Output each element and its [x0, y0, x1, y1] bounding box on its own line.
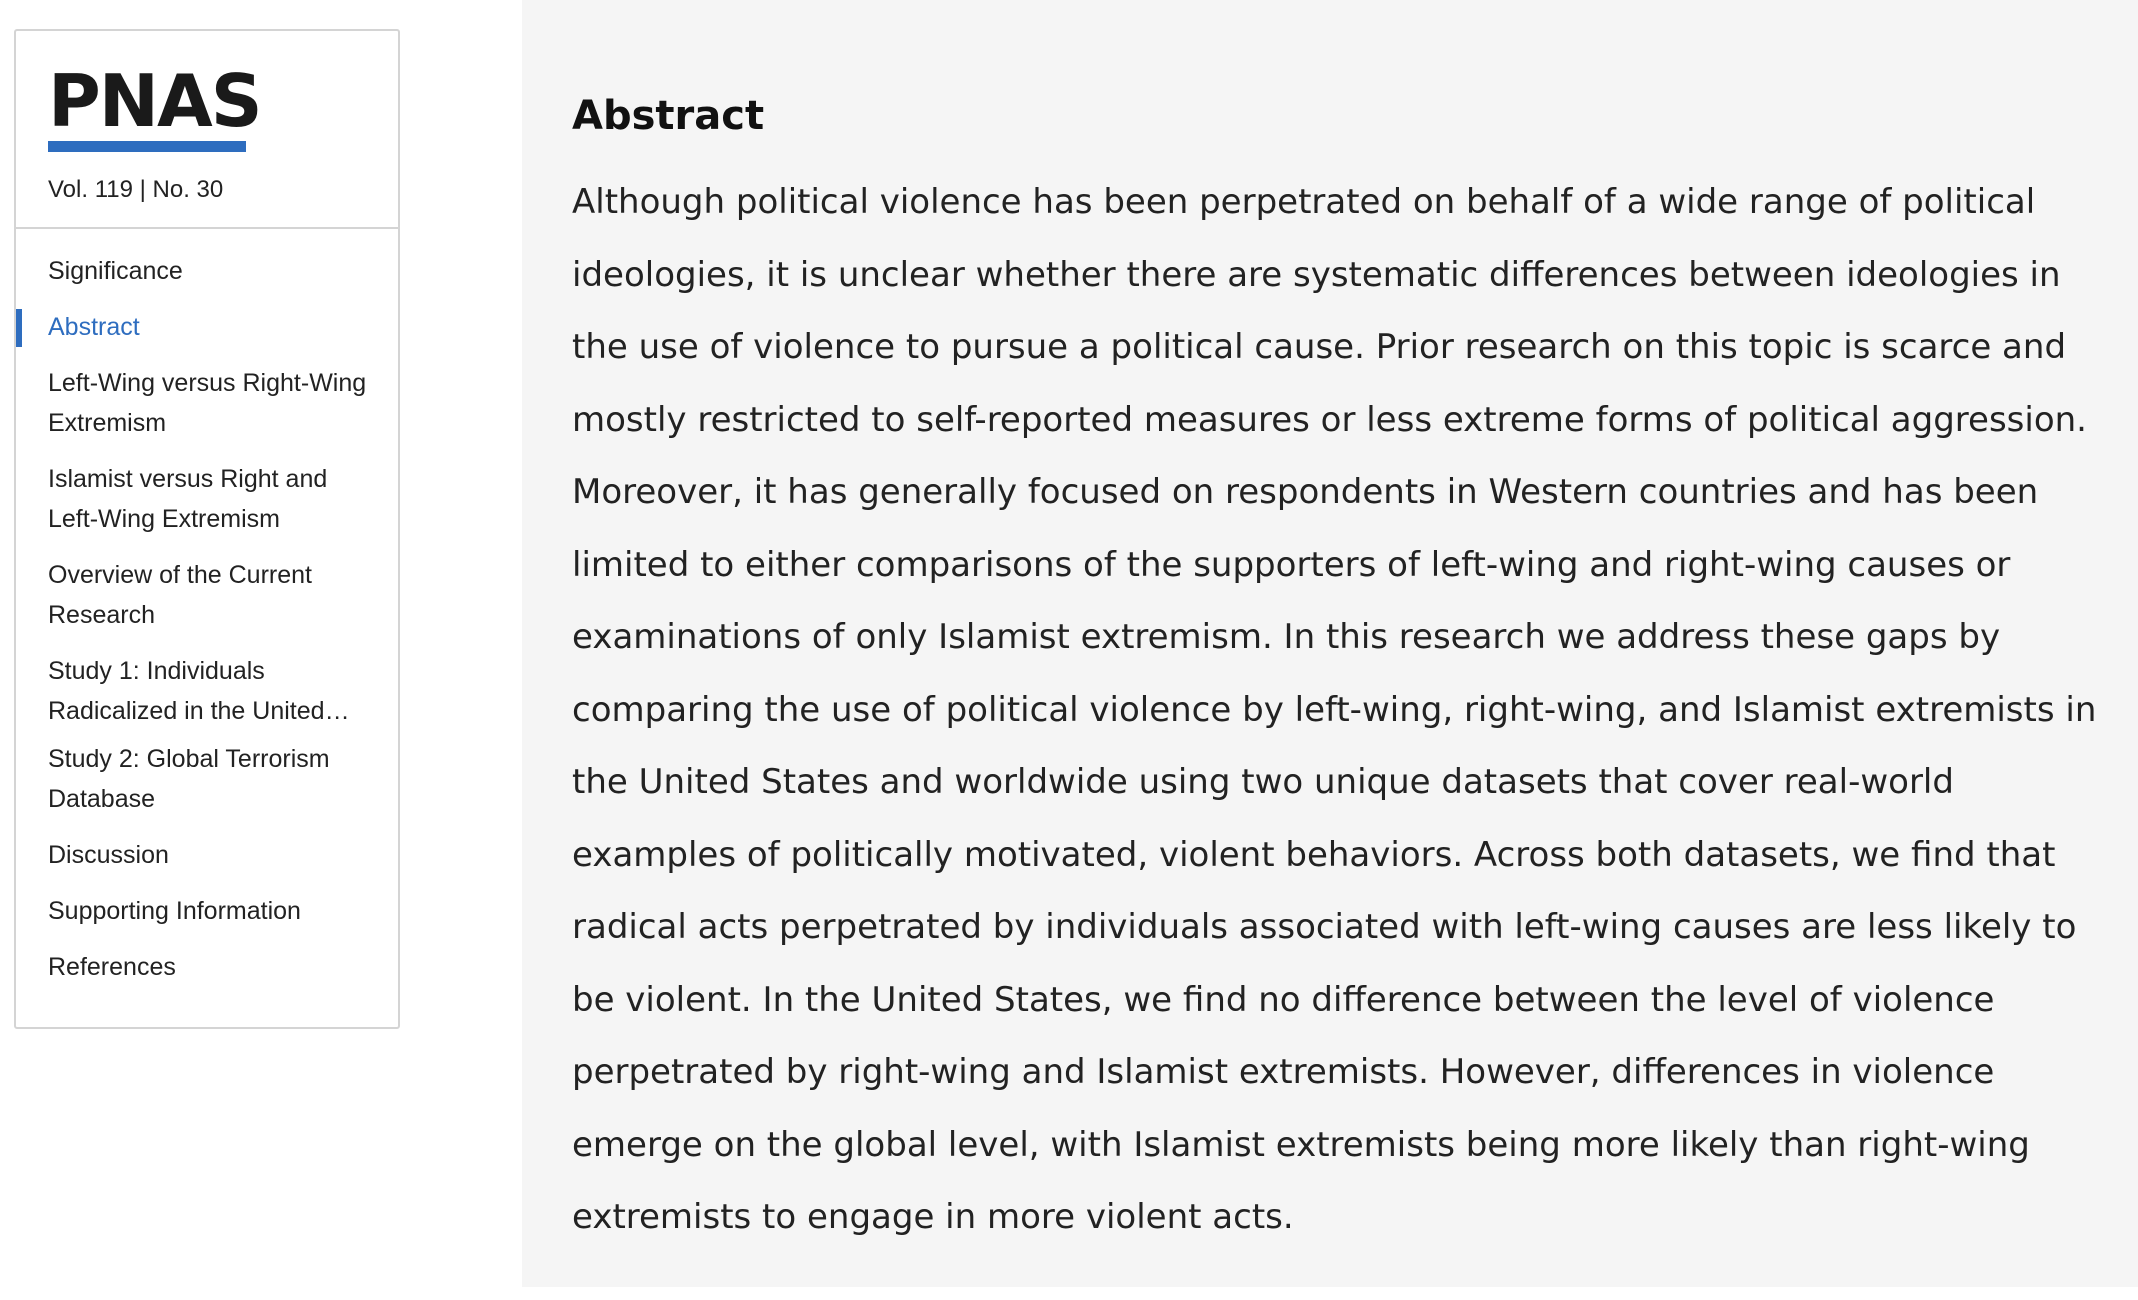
abstract-section	[522, 0, 2138, 1287]
toc-item-study-2[interactable]: Study 2: Global Terrorism Database	[48, 745, 330, 813]
abstract-body: Although political violence has been perpetrated on behalf of a wide range of political ideologies, it is unclear whether there are systematic differences between ideologies in the use of violence to pursue a political cause. Prior research on this topic is scarce and mostly restricted to self-reported measures or less extreme forms of political aggression. Moreover, it has generally focused on respondents in Western countries and has been limited to either comparisons of the supporters of left-wing and right-wing causes or examinations of only Islamist extremism. In this research we address these gaps by comparing the use of political violence by left-wing, right-wing, and Islamist extremists in the United States and worldwide using two unique datasets that cover real-world examples of politically motivated, violent behaviors. Across both datasets, we find that radical acts perpetrated by individuals associated with left-wing causes are less likely to be violent. In the United States, we find no difference between the level of violence perpetrated by right-wing and Islamist extremists. However, differences in violence emerge on the global level, with Islamist extremists being more likely than right-wing extremists to engage in more violent acts.	[572, 182, 2097, 1237]
toc-item-left-wing-vs-right-wing[interactable]: Left-Wing versus Right-Wing Extremism	[48, 369, 367, 437]
toc-item-abstract[interactable]: Abstract	[16, 307, 398, 347]
journal-brand	[16, 31, 398, 229]
toc-item-references[interactable]: References	[48, 953, 176, 981]
volume-issue: Vol. 119 | No. 30	[48, 176, 224, 203]
toc-item-islamist-vs-right-left[interactable]: Islamist versus Right and Left-Wing Extremism	[48, 465, 328, 533]
section-heading: Abstract	[572, 93, 765, 139]
pnas-logo-text: PNAS	[48, 59, 261, 143]
table-of-contents	[16, 229, 398, 987]
toc-item-study-1[interactable]: Study 1: Individuals Radicalized in the United	[48, 657, 325, 725]
pnas-logo[interactable]	[48, 59, 261, 152]
toc-item-supporting-information[interactable]: Supporting Information	[48, 897, 301, 925]
toc-item-significance[interactable]: Significance	[48, 257, 183, 285]
toc-item-discussion[interactable]: Discussion	[48, 841, 169, 869]
toc-item-overview[interactable]: Overview of the Current Research	[48, 561, 312, 629]
article-sidebar	[14, 29, 400, 1029]
